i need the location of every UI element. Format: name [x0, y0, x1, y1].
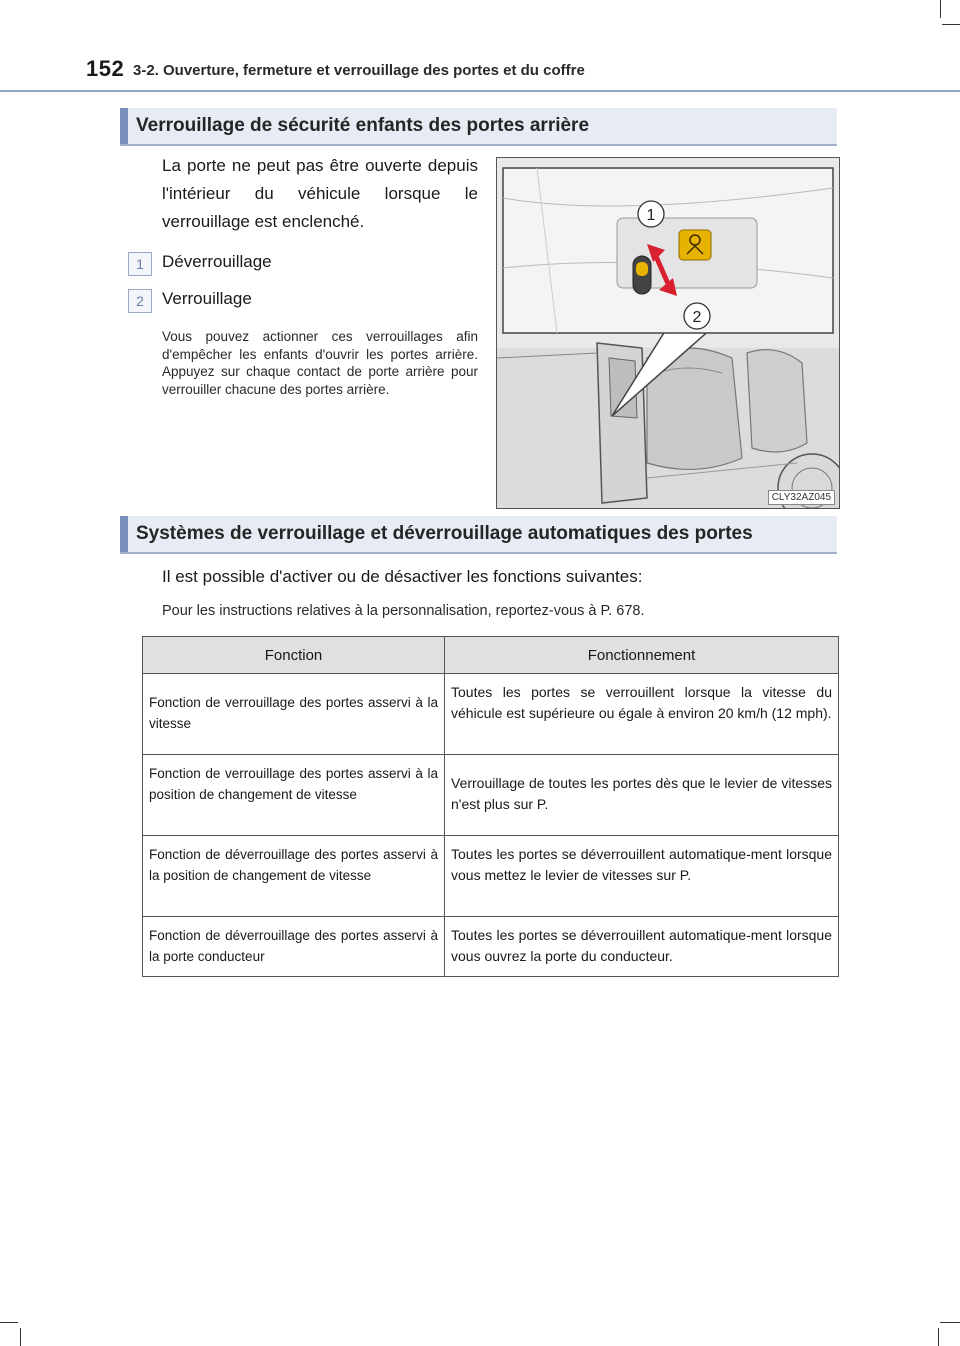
function-cell: Fonction de déverrouillage des portes asservi à la porte conducteur: [143, 917, 445, 977]
crop-mark: [942, 24, 960, 25]
section-accent: [120, 516, 128, 552]
child-lock-illustration: [496, 157, 840, 509]
crop-mark: [940, 1322, 960, 1323]
operation-cell: Toutes les portes se déverrouillent automatique-ment lorsque vous mettez le levier de vitesses sur P.: [445, 836, 839, 917]
callout-1-label: 1: [646, 207, 656, 224]
header-rule: [0, 90, 960, 92]
running-header: 3-2. Ouverture, fermeture et verrouillage des portes et du coffre: [133, 62, 585, 79]
column-header: Fonction: [143, 637, 445, 674]
figure-code: CLY32AZ045: [768, 490, 835, 505]
door-illustration-svg: [497, 158, 839, 508]
function-cell: Fonction de déverrouillage des portes asservi à la position de changement de vitesse: [143, 836, 445, 917]
function-cell: Fonction de verrouillage des portes asservi à la position de changement de vitesse: [143, 755, 445, 836]
crop-mark: [20, 1328, 21, 1346]
customization-note: Pour les instructions relatives à la personnalisation, reportez-vous à P. 678.: [162, 603, 645, 619]
section-heading-auto-lock: [120, 516, 837, 554]
step-label: Déverrouillage: [162, 252, 272, 271]
table-row: [143, 917, 839, 977]
callout-2-label: 2: [692, 309, 702, 326]
lead-sentence: Il est possible d'activer ou de désactiver les fonctions suivantes:: [162, 567, 643, 586]
section-title: Systèmes de verrouillage et déverrouillage automatiques des portes: [136, 523, 753, 544]
section-title: Verrouillage de sécurité enfants des portes arrière: [136, 115, 590, 136]
function-table: [142, 636, 839, 977]
intro-paragraph: La porte ne peut pas être ouverte depuis l'intérieur du véhicule lorsque le verrouillage est enclenché.: [162, 156, 478, 231]
table-row: [143, 755, 839, 836]
operation-cell: Toutes les portes se déverrouillent automatique-ment lorsque vous ouvrez la porte du conducteur.: [445, 917, 839, 977]
operation-cell: Toutes les portes se verrouillent lorsque la vitesse du véhicule est supérieure ou égale à environ 20 km/h (12 mph).: [445, 674, 839, 755]
child-lock-note: Vous pouvez actionner ces verrouillages afin d'empêcher les enfants d'ouvrir les portes arrière. Appuyez sur chaque contact de porte arrière pour verrouiller chacune des portes arrière.: [162, 329, 478, 397]
operation-cell: Verrouillage de toutes les portes dès que le levier de vitesses n'est plus sur P.: [445, 755, 839, 836]
step-number: 2: [128, 289, 152, 313]
step-label: Verrouillage: [162, 289, 252, 308]
crop-mark: [940, 0, 941, 18]
function-cell: Fonction de verrouillage des portes asservi à la vitesse: [143, 674, 445, 755]
column-header: Fonctionnement: [445, 637, 839, 674]
page-number: 152: [86, 56, 125, 81]
table-header-row: [143, 637, 839, 674]
table-row: [143, 836, 839, 917]
section-accent: [120, 108, 128, 144]
section-heading-child-lock: [120, 108, 837, 146]
crop-mark: [0, 1322, 18, 1323]
table-row: [143, 674, 839, 755]
step-number: 1: [128, 252, 152, 276]
crop-mark: [938, 1328, 939, 1346]
